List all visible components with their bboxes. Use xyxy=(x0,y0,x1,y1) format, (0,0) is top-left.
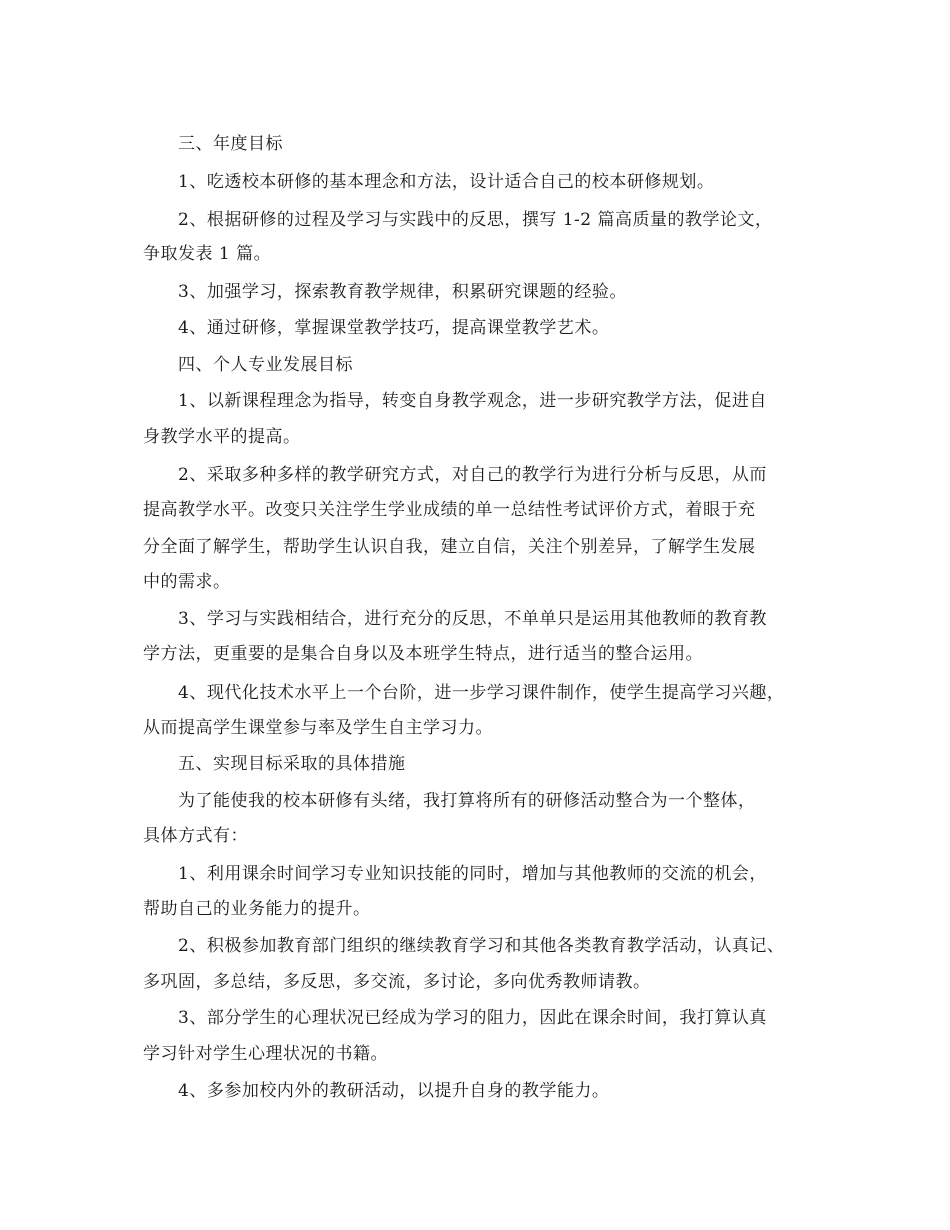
paragraph-line: 中的需求。 xyxy=(143,572,231,592)
paragraph-line: 3、加强学习，探索教育教学规律，积累研究课题的经验。 xyxy=(178,282,627,302)
paragraph-line: 身教学水平的提高。 xyxy=(143,427,301,447)
paragraph-line: 1、利用课余时间学习专业知识技能的同时，增加与其他教师的交流的机会， xyxy=(178,864,767,884)
heading-implementation-measures: 五、实现目标采取的具体措施 xyxy=(178,754,406,774)
paragraph-line: 2、采取多种多样的教学研究方式，对自己的教学行为进行分析与反思，从而 xyxy=(178,465,767,485)
heading-annual-goals: 三、年度目标 xyxy=(178,134,283,154)
heading-personal-development: 四、个人专业发展目标 xyxy=(178,355,353,375)
paragraph-line: 3、部分学生的心理状况已经成为学习的阻力，因此在课余时间，我打算认真 xyxy=(178,1008,767,1028)
paragraph-line: 2、积极参加教育部门组织的继续教育学习和其他各类教育教学活动，认真记、 xyxy=(178,936,785,956)
paragraph-line: 4、现代化技术水平上一个台阶，进一步学习课件制作，使学生提高学习兴趣， xyxy=(178,683,785,703)
paragraph-line: 争取发表 1 篇。 xyxy=(143,244,272,264)
paragraph-line: 提高教学水平。改变只关注学生学业成绩的单一总结性考试评价方式，着眼于充 xyxy=(143,500,756,520)
paragraph-line: 帮助自己的业务能力的提升。 xyxy=(143,899,371,919)
paragraph-line: 分全面了解学生，帮助学生认识自我，建立自信，关注个别差异，了解学生发展 xyxy=(143,537,756,557)
paragraph-line: 1、吃透校本研修的基本理念和方法，设计适合自己的校本研修规划。 xyxy=(178,172,715,192)
paragraph-line: 具体方式有： xyxy=(143,826,248,846)
paragraph-line: 3、学习与实践相结合，进行充分的反思，不单单只是运用其他教师的教育教 xyxy=(178,609,767,629)
paragraph-line: 为了能使我的校本研修有头绪，我打算将所有的研修活动整合为一个整体， xyxy=(178,791,756,811)
paragraph-line: 学习针对学生心理状况的书籍。 xyxy=(143,1044,388,1064)
paragraph-line: 4、通过研修，掌握课堂教学技巧，提高课堂教学艺术。 xyxy=(178,318,610,338)
paragraph-line: 2、根据研修的过程及学习与实践中的反思，撰写 1-2 篇高质量的教学论文， xyxy=(178,210,773,230)
paragraph-line: 4、多参加校内外的教研活动，以提升自身的教学能力。 xyxy=(178,1081,610,1101)
paragraph-line: 多巩固，多总结，多反思，多交流，多讨论，多向优秀教师请教。 xyxy=(143,972,651,992)
paragraph-line: 从而提高学生课堂参与率及学生自主学习力。 xyxy=(143,718,493,738)
paragraph-line: 1、以新课程理念为指导，转变自身教学观念，进一步研究教学方法，促进自 xyxy=(178,391,767,411)
paragraph-line: 学方法，更重要的是集合自身以及本班学生特点，进行适当的整合运用。 xyxy=(143,644,703,664)
